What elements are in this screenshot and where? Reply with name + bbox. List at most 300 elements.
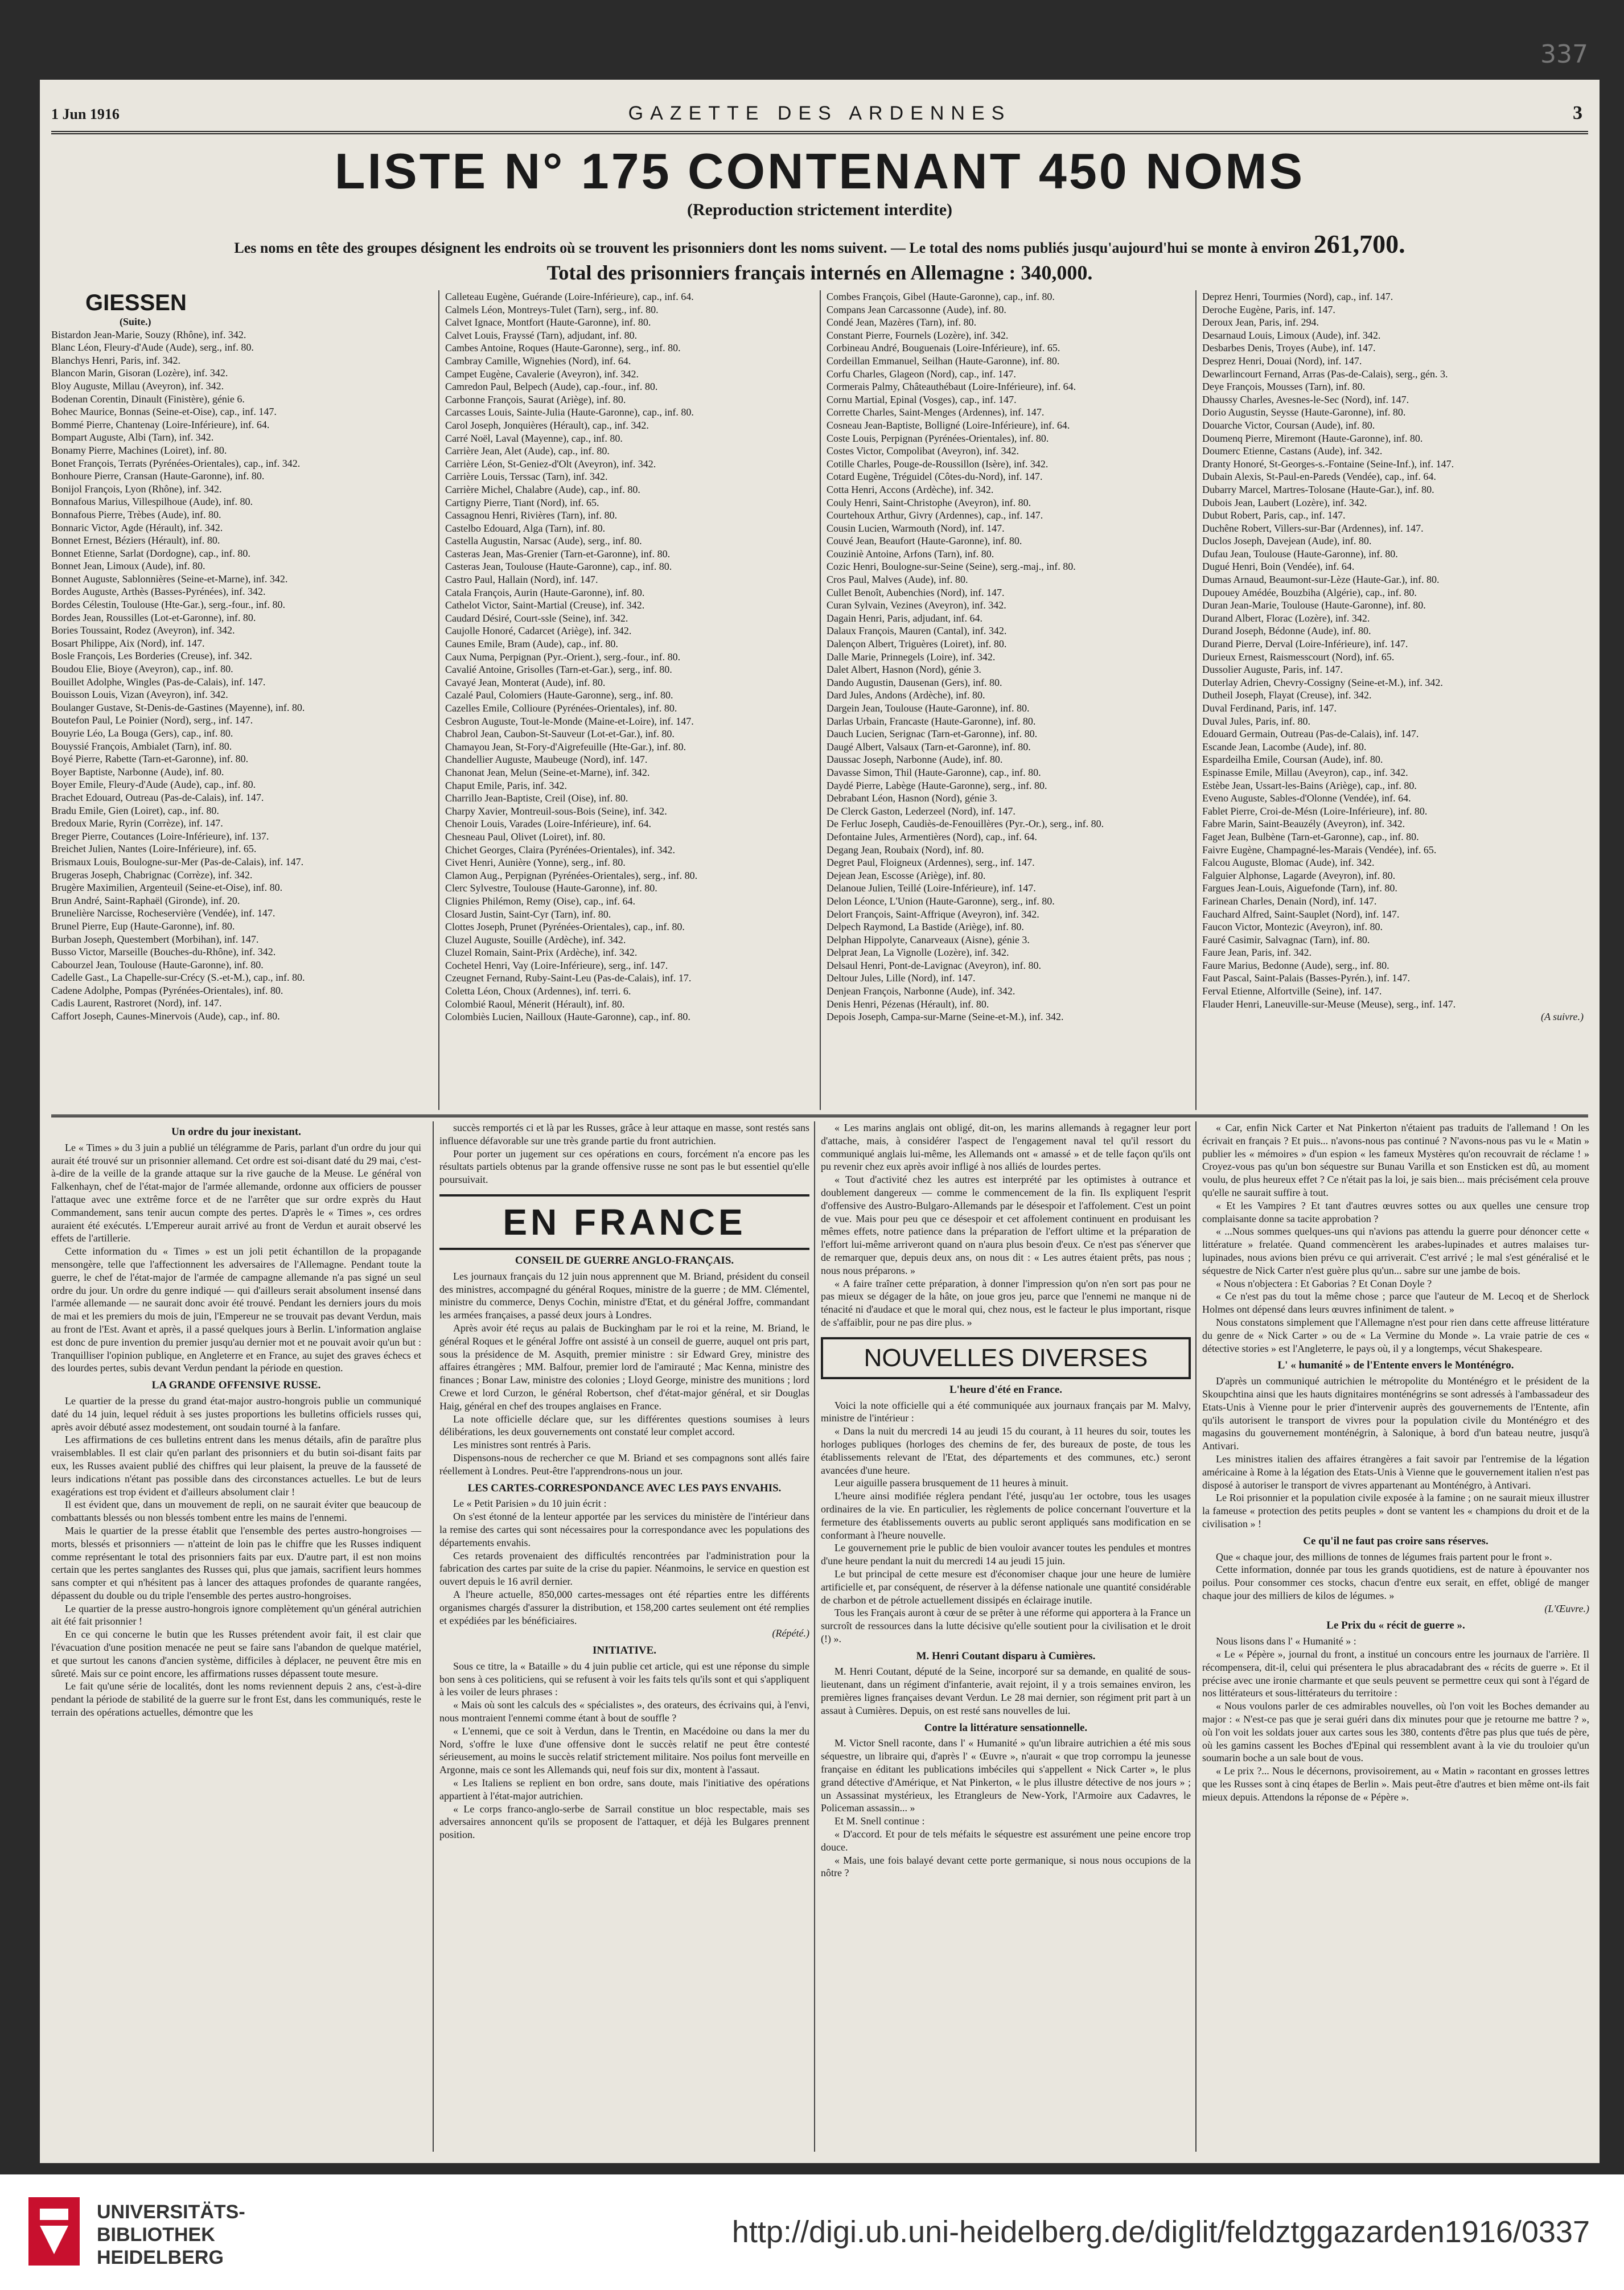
prisoner-entry: Cluzel Romain, Saint-Prix (Ardèche), inf. 342. bbox=[445, 947, 638, 959]
article-paragraph: succès remportés ci et là par les Russes, grâce à leur attaque en masse, sont restés sans influence défavorable sur une très grande partie du front autrichien. bbox=[439, 1122, 809, 1146]
prisoner-entry: Calvet Ignace, Montfort (Haute-Garonne), inf. 80. bbox=[445, 316, 651, 328]
list-rows-4 bbox=[1202, 290, 1595, 1010]
prisoner-entry: Carrière Louis, Terssac (Tarn), inf. 342. bbox=[445, 471, 608, 483]
prisoner-entry: Depois Joseph, Campa-sur-Marne (Seine-et-M.), inf. 342. bbox=[827, 1011, 1064, 1023]
article-paragraph: Le fait qu'une série de localités, dont les noms reviennent depuis 2 ans, c'est-à-dire pendant la période de stabilité de la guerre sur le front Est, dans les communiqués, reste le terrain des opérations actuelles, démontre que les bbox=[51, 1680, 421, 1718]
article-paragraph: Le Roi prisonnier et la population civile exposée à la famine ; on ne saurait mieux illustrer la fameuse « protection des petits peuples » dont se vantent les « champions du droit et de la civilisation » ! bbox=[1202, 1492, 1589, 1530]
page-number: 3 bbox=[1573, 102, 1582, 124]
prisoner-entry: De Clerck Gaston, Lederzeel (Nord), inf. 147. bbox=[827, 805, 1015, 817]
prisoner-entry: Bloy Auguste, Millau (Aveyron), inf. 342. bbox=[51, 380, 224, 392]
article-heading: L'heure d'été en France. bbox=[949, 1383, 1063, 1396]
prisoner-entry: Corbineau André, Bouguenais (Loire-Inférieure), inf. 65. bbox=[827, 342, 1060, 354]
notice-text: Les noms en tête des groupes désignent les endroits où se trouvent les prisonniers dont les noms suivent. — Le total des noms publiés jusqu'aujourd'hui se monte à environ bbox=[234, 240, 1310, 256]
prisoner-entry: Dalle Marie, Prinnegels (Loire), inf. 342. bbox=[827, 651, 996, 663]
prisoner-entry: Chabrol Jean, Caubon-St-Sauveur (Lot-et-Gar.), inf. 80. bbox=[445, 728, 675, 740]
prisoner-entry: Castelbo Edouard, Alga (Tarn), inf. 80. bbox=[445, 522, 606, 534]
prisoner-entry: Fargues Jean-Louis, Aiguefonde (Tarn), inf. 80. bbox=[1202, 882, 1397, 894]
article-signature: (Répété.) bbox=[772, 1627, 809, 1639]
prisoner-entry: Carcasses Louis, Sainte-Julia (Haute-Garonne), cap., inf. 80. bbox=[445, 406, 694, 418]
prisoner-entry: Clottes Joseph, Prunet (Pyrénées-Orientales), cap., inf. 80. bbox=[445, 921, 685, 933]
prisoner-lists bbox=[51, 290, 1588, 1110]
article-paragraph: Le « Times » du 3 juin a publié un télégramme de Paris, parlant d'un ordre du jour qui aurait été trouvé sur un prisonnier allemand. Cet ordre est soi-disant daté du 29 mai, c'est-à-dire de la veille de la grande attaque sur la rive gauche de la Meuse. Le général von Falkenhayn, chef de l'état-major de l'armée allemande, ordonne aux officiers de pousser l'attaque avec une extrême force et de ne l'arrêter que sur ordre exprès du Haut Commandement, sans tenir aucun compte des pertes. D'après le « Times », ces ordres auraient été exécutés. L'Empereur aurait arrivé au front de Verdun et aurait observé les effets de l'artillerie. bbox=[51, 1141, 421, 1244]
prisoner-entry: Casteras Jean, Toulouse (Haute-Garonne), cap., inf. 80. bbox=[445, 561, 672, 573]
prisoner-entry: Dubarry Marcel, Martres-Tolosane (Haute-Gar.), inf. 80. bbox=[1202, 483, 1434, 495]
prisoner-entry: Brismaux Louis, Boulogne-sur-Mer (Pas-de-Calais), inf. 147. bbox=[51, 856, 304, 868]
prisoner-entry: Cozic Henri, Boulogne-sur-Seine (Seine), serg.-maj., inf. 80. bbox=[827, 561, 1076, 573]
prisoner-entry: Delanoue Julien, Teillé (Loire-Inférieure), inf. 147. bbox=[827, 882, 1036, 894]
masthead bbox=[51, 102, 1588, 134]
prisoner-entry: Bonijol François, Lyon (Rhône), inf. 342. bbox=[51, 483, 222, 495]
article-body bbox=[821, 1121, 1191, 1329]
prisoner-entry: Bonamy Pierre, Machines (Loiret), inf. 80. bbox=[51, 444, 227, 456]
prisoner-entry: Falguier Alphonse, Lagarde (Aveyron), inf. 80. bbox=[1202, 869, 1396, 881]
prisoner-entry: Charpy Xavier, Montreuil-sous-Bois (Seine), inf. 342. bbox=[445, 805, 667, 817]
article-body bbox=[821, 1665, 1191, 1717]
list-column-3 bbox=[820, 290, 1191, 1110]
article-paragraph: « Tout d'activité chez les autres est interprété par les optimistes à outrance et doublement dangereux — comme le commencement de la fin. Ils expliquent l'esprit d'offensive des Austro-Bulgaro-Allemands par le désespoir et l'affolement. C'est un point de vue. Mais pour peu que ce désespoir et cet affolement continuent en produisant les mêmes effets, notre patience dans la préparation de l'effort ultime et la préparation de l'effort lui-même arriveront quand on n'aura plus besoin d'eux. Ce n'est pas s'énerver que de remarquer que, depuis deux ans, on nous dit : « Les autres étaient prêts, pas nous ; nous nous préparons. » bbox=[821, 1174, 1191, 1276]
prisoner-entry: Cullet Benoît, Aubenchies (Nord), inf. 147. bbox=[827, 586, 1005, 598]
prisoner-entry: Camredon Paul, Belpech (Aude), cap.-four., inf. 80. bbox=[445, 381, 658, 393]
prisoner-entry: Denis Henri, Pézenas (Hérault), inf. 80. bbox=[827, 998, 989, 1010]
prisoner-entry: Cotta Henri, Accons (Ardèche), inf. 342. bbox=[827, 483, 994, 495]
prisoner-entry: Edouard Germain, Outreau (Pas-de-Calais), inf. 147. bbox=[1202, 728, 1419, 740]
article-paragraph: « Ce n'est pas du tout la même chose ; parce que l'auteur de M. Lecoq et de Sherlock Holmes ont dépensé dans leurs œuvres infiniment de talent. » bbox=[1202, 1290, 1589, 1315]
prisoner-entry: Cochetel Henri, Vay (Loire-Inférieure), serg., inf. 147. bbox=[445, 959, 668, 971]
article-column-1 bbox=[51, 1121, 421, 2152]
prisoner-entry: Dubut Robert, Paris, cap., inf. 147. bbox=[1202, 509, 1346, 521]
prisoner-entry: Blanchys Henri, Paris, inf. 342. bbox=[51, 354, 180, 366]
prisoner-entry: Doumerc Etienne, Castans (Aude), inf. 342. bbox=[1202, 445, 1383, 457]
article-paragraph: « Les Italiens se replient en bon ordre, sans doute, mais l'initiative des opérations appartient à l'état-major autrichien. bbox=[439, 1777, 809, 1802]
article-paragraph: Mais le quartier de la presse établit que l'ensemble des pertes austro-hongroises — morts, blessés et prisonniers — n'atteint de loin pas le chiffre que les Russes indiquent comme représentant le total des prisonniers faits par eux. D'autre part, il est non moins certain que les pertes sanglantes des Russes qui, plus que jamais, sacrifient leurs hommes sans compter et qui n'hésitent pas à lancer des attaques profondes de quarante rangées, dépassent du double ou du triple l'ensemble des pertes austro-hongroises. bbox=[51, 1524, 421, 1601]
prisoner-entry: Caudard Désiré, Court-ssle (Seine), inf. 342. bbox=[445, 612, 628, 624]
article-paragraph: Sous ce titre, la « Bataille » du 4 juin publie cet article, qui est une réponse du simple bon sens à ces politiciens, qui se refusent à voir les faits tels qu'ils sont et qui s'appliquent à les voiler de leurs phrases : bbox=[439, 1660, 809, 1698]
prisoner-entry: Duclos Joseph, Davejean (Aude), inf. 80. bbox=[1202, 535, 1372, 547]
article-body bbox=[1202, 1375, 1589, 1531]
article-body bbox=[51, 1395, 421, 1719]
prisoner-entry: Cotille Charles, Pouge-de-Roussillon (Isère), inf. 342. bbox=[827, 458, 1049, 470]
prisoner-entry: Cavayé Jean, Monterat (Aude), inf. 80. bbox=[445, 676, 606, 688]
prisoner-entry: Duterlay Adrien, Chevry-Cossigny (Seine-et-M.), inf. 342. bbox=[1202, 676, 1443, 688]
prisoner-entry: Closard Justin, Saint-Cyr (Tarn), inf. 80. bbox=[445, 908, 611, 920]
prisoner-entry: Carrière Jean, Alet (Aude), cap., inf. 80. bbox=[445, 445, 610, 457]
prisoner-entry: Dugué Henri, Boin (Vendée), inf. 64. bbox=[1202, 561, 1355, 573]
article-paragraph: Que « chaque jour, des millions de tonnes de légumes frais partent pour le front ». bbox=[1216, 1551, 1552, 1563]
prisoner-entry: Faure Marius, Bedonne (Aude), serg., inf. 80. bbox=[1202, 959, 1389, 971]
prisoner-entry: Boyé Pierre, Rabette (Tarn-et-Garonne), inf. 80. bbox=[51, 753, 249, 765]
prisoner-entry: Calleteau Eugène, Guérande (Loire-Inférieure), cap., inf. 64. bbox=[445, 291, 694, 302]
prisoner-entry: Desarnaud Louis, Limoux (Aude), inf. 342. bbox=[1202, 329, 1381, 341]
prisoner-entry: Bradu Emile, Gien (Loiret), cap., inf. 80. bbox=[51, 804, 219, 816]
list-rows-1 bbox=[51, 328, 427, 1023]
article-paragraph: Cette information du « Times » est un joli petit échantillon de la propagande mensongère, telle que l'affectionnent les adversaires de l'Allemagne. Pendant toute la guerre, le chef de l'état-major de l'armée de campagne allemande n'a pas signé un seul ordre du jour. Un ordre du genre indiqué — qui d'ailleurs serait absolument insensé dans l'armée allemande — ne saurait donc avoir été trouvé. Pendant les derniers jours du mois de mai et les premiers du mois de juin, l'Empereur ne se trouvait pas devant Verdun, mais au front de l'Est. Avant et après, il a passé quelques jours à Berlin. L'information anglaise est donc de pure invention du premier jusqu'au dernier mot et ne pouvait avoir qu'un but : Tranquilliser l'opinion publique, en Angleterre et en France, au sujet des graves échecs et des lourdes pertes, subis devant Verdun pendant la période en question. bbox=[51, 1245, 421, 1374]
prisoner-entry: Duval Jules, Paris, inf. 80. bbox=[1202, 715, 1310, 727]
suite-label: (Suite.) bbox=[120, 316, 151, 327]
prisoner-entry: Colombié Raoul, Ménerit (Hérault), inf. 80. bbox=[445, 998, 625, 1010]
article-column-3 bbox=[814, 1121, 1191, 2152]
article-paragraph: Les affirmations de ces bulletins entrent dans les menus détails, afin de paraître plus vraisemblables. Il est clair qu'en parlant des prisonniers et du butin soi-disant faits par eux, les Russes avaient publié des chiffres qui leur plaisent, la preuve de la fausseté de leurs indications n'étant pas possible dans des circonstances actuelles. Le but de leurs exagérations est trop évident et d'ailleurs absolument clair ! bbox=[51, 1434, 421, 1498]
prisoner-entry: Dargein Jean, Toulouse (Haute-Garonne), inf. 80. bbox=[827, 702, 1030, 714]
prisoner-entry: Cros Paul, Malves (Aude), inf. 80. bbox=[827, 574, 968, 586]
prisoner-entry: Durieux Ernest, Raismesscourt (Nord), inf. 65. bbox=[1202, 651, 1395, 663]
prisoner-entry: Doumenq Pierre, Miremont (Haute-Garonne), inf. 80. bbox=[1202, 432, 1423, 444]
prisoner-entry: Estèbe Jean, Ussart-les-Bains (Ariège), cap., inf. 80. bbox=[1202, 779, 1417, 791]
article-paragraph: Dispensons-nous de rechercher ce que M. Briand et ses compagnons sont allés faire réellement à Londres. Peut-être l'apprendrons-nous un jour. bbox=[439, 1452, 809, 1477]
list-rows-2 bbox=[445, 290, 815, 1023]
prisoner-entry: Fauchard Alfred, Saint-Sauplet (Nord), inf. 147. bbox=[1202, 908, 1400, 920]
article-paragraph: Le but principal de cette mesure est d'économiser chaque jour une heure de lumière artificielle et, par conséquent, de réserver à la défense nationale une quantité considérable de charbon et de pétrole actuellement dissipés en éclairage inutile. bbox=[821, 1568, 1191, 1606]
prisoner-entry: Cassagnou Henri, Rivières (Tarn), inf. 80. bbox=[445, 509, 618, 521]
article-paragraph: « Les marins anglais ont obligé, dit-on, les marins allemands à regagner leur port d'attache, mais, à considérer l'aspect de l'engagement naval tel qu'il ressort du communiqué anglais lui-même, les Allemands ont « amassé » et de telle façon qu'ils ont pu revenir chez eux après avoir infligé à nos alliés de lourdes pertes. bbox=[821, 1122, 1191, 1173]
prisoner-entry: Burban Joseph, Questembert (Morbihan), inf. 147. bbox=[51, 933, 259, 945]
prisoner-entry: Constant Pierre, Fournels (Lozère), inf. 342. bbox=[827, 329, 1009, 341]
prisoner-entry: Faut Pascal, Saint-Palais (Basses-Pyrén.), inf. 147. bbox=[1202, 972, 1410, 984]
prisoner-entry: Delpech Raymond, La Bastide (Ariège), inf. 80. bbox=[827, 921, 1024, 933]
prisoner-entry: Corrette Charles, Saint-Menges (Ardennes), inf. 147. bbox=[827, 406, 1045, 418]
prisoner-entry: Cavalié Antoine, Grisolles (Tarn-et-Gar.), serg., inf. 80. bbox=[445, 664, 672, 676]
issue-date: 1 Jun 1916 bbox=[51, 106, 120, 122]
article-paragraph: Tous les Français auront à cœur de se prêter à une réforme qui apportera à la France un surcroît de ressources dans la lutte décisive qu'elle soutient pour la civilisation et le droit (!) ». bbox=[821, 1607, 1191, 1644]
article-paragraph: « Le « Pépère », journal du front, a institué un concours entre les journaux de l'arrière. Il récompensera, dit-il, celui qui présentera le plus abracadabrant des « récits de guerre ». Et il précise avec une ironie charmante et que seuls peuvent se permettre ceux qui sont à l'égard de nos littérateurs et sous-littérateurs du territoire : bbox=[1202, 1648, 1589, 1699]
prisoner-entry: Degret Paul, Floigneux (Ardennes), serg., inf. 147. bbox=[827, 857, 1035, 869]
prisoner-entry: Daugé Albert, Valsaux (Tarn-et-Garonne), inf. 80. bbox=[827, 741, 1031, 753]
prisoner-entry: Dhaussy Charles, Avesnes-le-Sec (Nord), inf. 147. bbox=[1202, 393, 1409, 405]
prisoner-entry: Bommé Pierre, Chantenay (Loire-Inférieure), inf. 64. bbox=[51, 418, 270, 430]
prisoner-entry: Dando Augustin, Dausenan (Gers), inf. 80. bbox=[827, 676, 1002, 688]
prisoner-entry: Dumas Arnaud, Beaumont-sur-Lèze (Haute-Gar.), inf. 80. bbox=[1202, 574, 1440, 586]
article-body bbox=[821, 1737, 1191, 1880]
prisoner-entry: Durand Albert, Florac (Lozère), inf. 342. bbox=[1202, 612, 1370, 624]
article-paragraph: Les ministres italien des affaires étrangères a fait savoir par l'entremise de la légation américaine à Rome à la légation des Etats-Unis à Vienne que le gouvernement italien n'est pas disposé à autoriser le transport de vivres appartenant au Monténégro, à Antivari. bbox=[1202, 1453, 1589, 1491]
university-line: BIBLIOTHEK bbox=[97, 2224, 215, 2246]
prisoner-entry: Bompart Auguste, Albi (Tarn), inf. 342. bbox=[51, 431, 214, 443]
prisoner-entry: Chenoir Louis, Varades (Loire-Inférieure), inf. 64. bbox=[445, 818, 652, 830]
prisoner-entry: Durand Joseph, Bédonne (Aude), inf. 80. bbox=[1202, 625, 1371, 637]
prisoner-entry: Couziniè Antoine, Arfons (Tarn), inf. 80. bbox=[827, 548, 994, 560]
prisoner-entry: Condé Jean, Mazères (Tarn), inf. 80. bbox=[827, 316, 977, 328]
article-paragraph: « Nous voulons parler de ces admirables nouvelles, où l'on voit les Boches demander au major : « N'est-ce pas que je serai guéri dans dix minutes pour que je retourne me battre ? », où l'on voit les soldats jouer aux cartes sous les 380, contents d'être pas plus que tués de père, où les gamins cassent les Boches d'Epinal qui ressemblent avant à la vie du trouloier qu'un soumarin boche a un sale bout de vous. bbox=[1202, 1700, 1589, 1764]
prisoner-entry: Daussac Joseph, Narbonne (Aude), inf. 80. bbox=[827, 754, 1003, 766]
prisoner-entry: Bosle François, Les Borderies (Creuse), inf. 342. bbox=[51, 650, 252, 662]
article-paragraph: M. Victor Snell raconte, dans l' « Humanité » qu'un libraire autrichien a été mis sous séquestre, un libraire qui, d'après l' « Œuvre », n'aurait « que trop corrompu la jeunesse française en éditant les publications imbéciles qui s'appellent « Nick Carter », le plus grand détective d'Amérique, et Nat Pinkerton, « le plus illustre détective de nos jours » ; un Assassinat mystérieux, les Etrangleurs de New-York, l'Armoire aux Cadavres, le Policeman assassin... » bbox=[821, 1737, 1191, 1814]
prisoner-entry: Cadelle Gast., La Chapelle-sur-Crécy (S.-et-M.), cap., inf. 80. bbox=[51, 972, 305, 984]
article-signature: (L'Œuvre.) bbox=[1544, 1602, 1589, 1614]
prisoner-entry: Coletta Léon, Choux (Ardennes), inf. terri. 6. bbox=[445, 985, 631, 997]
prisoner-entry: Bonnet Ernest, Béziers (Hérault), inf. 80. bbox=[51, 535, 220, 546]
article-heading: Ce qu'il ne faut pas croire sans réserves. bbox=[1303, 1535, 1489, 1547]
prisoner-entry: Bonnet Etienne, Sarlat (Dordogne), cap., inf. 80. bbox=[51, 547, 250, 559]
prisoner-entry: Caujolle Honoré, Cadarcet (Ariège), inf. 342. bbox=[445, 625, 632, 637]
article-paragraph: Les journaux français du 12 juin nous apprennent que M. Briand, président du conseil des ministres, accompagné du général Roques, ministre de la guerre ; de MM. Clémentel, ministre du commerce, Denys Cochin, ministre d'Etat, et du général Joffre, commandant les armées françaises, a passé deux jours à Londres. bbox=[439, 1270, 809, 1321]
article-paragraph: « ...Nous sommes quelques-uns qui n'avions pas attendu la guerre pour dénoncer cette « littérature » frelatée. Quand commencèrent les arabes-lupinades et autres malaises tur-lupinades, nous avions bien prévu ce qui arriverait. C'est arrivé ; le mal s'est généralisé et le séquestre de Nick Carter n'est guère plus qu'un... sabre sur une jambe de bois. bbox=[1202, 1226, 1589, 1276]
article-heading: LA GRANDE OFFENSIVE RUSSE. bbox=[151, 1379, 321, 1392]
prisoner-entry: Bistardon Jean-Marie, Souzy (Rhône), inf. 342. bbox=[51, 328, 246, 340]
article-paragraph: « Le prix ?... Nous le décernons, provisoirement, au « Matin » racontant en grosses lettres que les Russes sont à cinq étapes de Berlin ». Mais peut-être d'autres et bien même ont-ils fait mieux depuis. Attendons la réponse de « Pépère ». bbox=[1202, 1765, 1589, 1803]
prisoner-entry: Dauch Lucien, Serignac (Tarn-et-Garonne), inf. 80. bbox=[827, 728, 1038, 740]
prisoner-entry: Cadene Adolphe, Pompas (Pyrénées-Orientales), inf. 80. bbox=[51, 984, 283, 996]
prisoner-entry: Espardeilha Emile, Coursan (Aude), inf. 80. bbox=[1202, 754, 1383, 766]
list-column-1 bbox=[51, 290, 427, 1110]
prisoner-entry: Cadis Laurent, Rastroret (Nord), inf. 147. bbox=[51, 997, 222, 1009]
prisoner-entry: Faure Jean, Paris, inf. 342. bbox=[1202, 947, 1311, 959]
prisoner-entry: Faivre Eugène, Champagné-les-Marais (Vendée), inf. 65. bbox=[1202, 844, 1437, 856]
article-paragraph: Les ministres sont rentrés à Paris. bbox=[453, 1439, 591, 1451]
prisoner-entry: Brunelière Narcisse, Rocheservière (Vendée), inf. 147. bbox=[51, 907, 276, 919]
prisoner-entry: Boyer Emile, Fleury-d'Aude (Aude), cap., inf. 80. bbox=[51, 779, 256, 791]
prisoner-entry: Dubois Jean, Laubert (Lozère), inf. 342. bbox=[1202, 496, 1367, 508]
prisoner-entry: Combes François, Gibel (Haute-Garonne), cap., inf. 80. bbox=[827, 291, 1055, 302]
article-heading: Le Prix du « récit de guerre ». bbox=[1326, 1619, 1465, 1632]
article-column-4 bbox=[1195, 1121, 1589, 2152]
prisoner-entry: Dorio Augustin, Seysse (Haute-Garonne), inf. 80. bbox=[1202, 406, 1406, 418]
prisoner-entry: Catala François, Aurin (Haute-Garonne), inf. 80. bbox=[445, 586, 645, 598]
prisoner-entry: Carrière Michel, Chalabre (Aude), cap., inf. 80. bbox=[445, 483, 640, 495]
camp-name: GIESSEN bbox=[85, 290, 187, 315]
prisoner-entry: Bordes Célestin, Toulouse (Hte-Gar.), serg.-four., inf. 80. bbox=[51, 599, 286, 611]
article-body bbox=[439, 1660, 809, 1841]
prisoner-entry: Deltour Jules, Lille (Nord), inf. 147. bbox=[827, 972, 976, 984]
prisoner-entry: Curan Sylvain, Vezines (Aveyron), inf. 342. bbox=[827, 599, 1006, 611]
article-paragraph: « D'accord. Et pour de tels méfaits le séquestre est assurément une peine encore trop douce. bbox=[821, 1828, 1191, 1853]
a-suivre: (A suivre.) bbox=[1541, 1011, 1584, 1023]
prisoner-entry: Carré Noël, Laval (Mayenne), cap., inf. 80. bbox=[445, 432, 623, 444]
prisoner-entry: Boulanger Gustave, St-Denis-de-Gastines (Mayenne), inf. 80. bbox=[51, 701, 305, 713]
prisoner-entry: Cartigny Pierre, Tiant (Nord), inf. 65. bbox=[445, 496, 599, 508]
nouvelles-diverses-banner: NOUVELLES DIVERSES bbox=[821, 1337, 1191, 1379]
prisoner-entry: Durand Pierre, Derval (Loire-Inférieure), inf. 147. bbox=[1202, 638, 1408, 650]
prisoner-entry: Caffort Joseph, Caunes-Minervois (Aude), cap., inf. 80. bbox=[51, 1010, 280, 1022]
prisoner-entry: Delon Léonce, L'Union (Haute-Garonne), serg., inf. 80. bbox=[827, 895, 1055, 907]
prisoner-entry: Chichet Georges, Claira (Pyrénées-Orientales), inf. 342. bbox=[445, 844, 676, 856]
prisoner-entry: Coste Louis, Perpignan (Pyrénées-Orientales), inf. 80. bbox=[827, 432, 1049, 444]
prisoner-entry: Deroux Jean, Paris, inf. 294. bbox=[1202, 316, 1319, 328]
prisoner-entry: Bosart Philippe, Aix (Nord), inf. 147. bbox=[51, 637, 205, 649]
article-body bbox=[1202, 1635, 1589, 1803]
prisoner-entry: Cordeillan Emmanuel, Seilhan (Haute-Garonne), inf. 80. bbox=[827, 355, 1060, 367]
prisoner-entry: Debrabant Léon, Hasnon (Nord), génie 3. bbox=[827, 792, 997, 804]
prisoner-entry: Darlas Urbain, Francaste (Haute-Garonne), inf. 80. bbox=[827, 715, 1036, 727]
prisoner-entry: Delsaul Henri, Pont-de-Lavignac (Aveyron), inf. 80. bbox=[827, 959, 1042, 971]
prisoner-entry: Boyer Baptiste, Narbonne (Aude), inf. 80. bbox=[51, 766, 224, 778]
prisoner-entry: Chaput Emile, Paris, inf. 342. bbox=[445, 779, 567, 791]
prisoner-entry: Breger Pierre, Coutances (Loire-Inférieure), inf. 137. bbox=[51, 830, 269, 842]
newspaper-page bbox=[40, 40, 1600, 2163]
prisoner-entry: Chesneau Paul, Olivet (Loiret), inf. 80. bbox=[445, 831, 606, 842]
prisoner-entry: Blanc Léon, Fleury-d'Aude (Aude), serg., inf. 80. bbox=[51, 342, 254, 353]
prisoner-entry: Bonnaric Victor, Agde (Hérault), inf. 342. bbox=[51, 521, 223, 533]
prisoner-entry: Bonnafous Pierre, Trèbes (Aude), inf. 80. bbox=[51, 508, 221, 520]
prisoner-entry: Bonnet Jean, Limoux (Aude), inf. 80. bbox=[51, 560, 205, 572]
prisoner-entry: Bonnafous Marius, Villespilhoue (Aude), inf. 80. bbox=[51, 496, 253, 508]
article-heading: Contre la littérature sensationnelle. bbox=[924, 1721, 1088, 1734]
prisoner-entry: Fablet Pierre, Croi-de-Mésn (Loire-Inférieure), inf. 80. bbox=[1202, 805, 1428, 817]
prisoner-entry: Dussolier Auguste, Paris, inf. 147. bbox=[1202, 664, 1343, 676]
article-heading: M. Henri Coutant disparu à Cumières. bbox=[916, 1650, 1096, 1662]
prisoner-entry: Dalaux François, Mauren (Cantal), inf. 342. bbox=[827, 625, 1007, 637]
prisoner-entry: Daydé Pierre, Labège (Haute-Garonne), serg., inf. 80. bbox=[827, 779, 1047, 791]
prisoner-entry: Dubain Alexis, St-Paul-en-Pareds (Vendée), cap., inf. 64. bbox=[1202, 471, 1436, 483]
prisoner-entry: Denjean François, Narbonne (Aude), inf. 342. bbox=[827, 985, 1015, 997]
prisoner-entry: Bonet François, Terrats (Pyrénées-Orientales), cap., inf. 342. bbox=[51, 457, 301, 469]
article-body bbox=[51, 1141, 421, 1375]
pencil-page-number: 337 bbox=[1540, 40, 1588, 69]
prisoner-entry: Cotard Eugène, Tréguidel (Côtes-du-Nord), inf. 147. bbox=[827, 471, 1043, 483]
prisoner-entry: Castro Paul, Hallain (Nord), inf. 147. bbox=[445, 574, 598, 586]
article-paragraph: Le gouvernement prie le public de bien vouloir avancer toutes les pendules et montres d'une heure pendant la nuit du mercredi 14 au jeudi 15 juin. bbox=[821, 1542, 1191, 1567]
prisoner-entry: Flauder Henri, Laneuville-sur-Meuse (Meuse), serg., inf. 147. bbox=[1202, 998, 1456, 1010]
prisoner-entry: Cornu Martial, Epinal (Vosges), cap., inf. 147. bbox=[827, 393, 1017, 405]
prisoner-entry: Duran Jean-Marie, Toulouse (Haute-Garonne), inf. 80. bbox=[1202, 599, 1426, 611]
article-body bbox=[1202, 1121, 1589, 1355]
prisoner-entry: Blancon Marin, Gisoran (Lozère), inf. 342. bbox=[51, 367, 228, 379]
article-paragraph: « Mais, une fois balayé devant cette porte germanique, si nous nous occupions de la nôtre ? bbox=[821, 1854, 1191, 1879]
source-url-link[interactable]: http://digi.ub.uni-heidelberg.de/diglit/feldztggazarden1916/0337 bbox=[731, 2215, 1590, 2249]
article-paragraph: « A faire traîner cette préparation, à donner l'impression qu'on n'en sort pas pour ne pas mieux se dégager de la hâte, on joue gros jeu, parce que l'ennemi ne manque ni de ténacité ni d'audace et que le moral qui, chez nous, est le facteur le plus important, risque de s'affaiblir, pour ne pas dire plus. » bbox=[821, 1277, 1191, 1328]
prisoner-entry: Charrillo Jean-Baptiste, Creil (Oise), inf. 80. bbox=[445, 792, 628, 804]
article-paragraph: On s'est étonné de la lenteur apportée par les services du ministère de l'intérieur dans la remise des cartes qui sont nécessaires pour la correspondance avec les populations des départements envahis. bbox=[439, 1511, 809, 1548]
prisoner-entry: Bordes Jean, Roussilles (Lot-et-Garonne), inf. 80. bbox=[51, 611, 256, 623]
prisoner-entry: Colombiès Lucien, Nailloux (Haute-Garonne), cap., inf. 80. bbox=[445, 1011, 690, 1023]
university-line: UNIVERSITÄTS- bbox=[97, 2201, 245, 2223]
prisoner-entry: Courtehoux Arthur, Givry (Ardennes), cap., inf. 147. bbox=[827, 509, 1043, 521]
list-column-2 bbox=[438, 290, 815, 1110]
prisoner-entry: Bonhoure Pierre, Cransan (Haute-Garonne), inf. 80. bbox=[51, 470, 265, 482]
prisoner-entry: Deprez Henri, Tourmies (Nord), cap., inf. 147. bbox=[1202, 291, 1393, 302]
prisoner-entry: Clerc Sylvestre, Toulouse (Haute-Garonne), inf. 80. bbox=[445, 882, 657, 894]
prisoner-entry: Brun André, Saint-Raphaël (Gironde), inf. 20. bbox=[51, 894, 240, 906]
prisoner-entry: Bodenan Corentin, Dinault (Finistère), génie 6. bbox=[51, 393, 245, 405]
prisoner-entry: Dalet Albert, Hasnon (Nord), génie 3. bbox=[827, 664, 981, 676]
article-paragraph: Nous lisons dans l' « Humanité » : bbox=[1216, 1635, 1356, 1647]
article-heading: CONSEIL DE GUERRE ANGLO-FRANÇAIS. bbox=[515, 1254, 734, 1267]
article-body bbox=[439, 1270, 809, 1478]
article-heading: INITIATIVE. bbox=[592, 1644, 657, 1657]
article-paragraph: Voici la note officielle qui a été communiquée aux journaux français par M. Malvy, ministre de l'intérieur : bbox=[821, 1399, 1191, 1424]
article-paragraph: « Et les Vampires ? Et tant d'autres œuvres sottes ou aux quelles une censure trop complaisante donne sa tacite approbation ? bbox=[1202, 1199, 1589, 1224]
article-paragraph: En ce qui concerne le butin que les Russes prétendent avoir fait, il est clair que l'évacuation d'une position menacée ne peut se faire sans l'abandon de quelque matériel, et que surtout les canons d'ancien système, difficiles à déplacer, ne peuvent être mis en sûreté. Mais sur ce point encore, les affirmations russes dépassent toute mesure. bbox=[51, 1629, 421, 1679]
university-name bbox=[97, 2201, 245, 2269]
prisoner-entry: Dutheil Joseph, Flayat (Creuse), inf. 342. bbox=[1202, 689, 1372, 701]
prisoner-entry: Bordes Auguste, Arthès (Basses-Pyrénées), inf. 342. bbox=[51, 586, 266, 598]
prisoner-entry: Davasse Simon, Thil (Haute-Garonne), cap., inf. 80. bbox=[827, 766, 1041, 778]
prisoner-entry: Boudou Elie, Bioye (Aveyron), cap., inf. 80. bbox=[51, 663, 233, 675]
article-paragraph: La note officielle déclare que, sur les différentes questions soumises à leurs délibérations, les deux gouvernements ont constaté leur complet accord. bbox=[439, 1413, 809, 1438]
prisoner-entry: Bouyssié François, Ambialet (Tarn), inf. 80. bbox=[51, 740, 232, 752]
prisoner-entry: Dagain Henri, Paris, adjudant, inf. 64. bbox=[827, 612, 982, 624]
prisoner-entry: Fauré Casimir, Salvagnac (Tarn), inf. 80. bbox=[1202, 934, 1370, 945]
article-paragraph: « L'ennemi, que ce soit à Verdun, dans le Trentin, en Macédoine ou dans la mer du Nord, s'offre le luxe d'une offensive dont le succès relatif ne peut être contesté sérieusement, au moins le succès relatif strictement militaire. Nos poilus font merveille en Argonne, mais ce sont les Allemands qui, neuf fois sur dix, montent à l'assaut. bbox=[439, 1725, 809, 1776]
article-paragraph: Le quartier de la presse du grand état-major austro-hongrois publie un communiqué daté du 14 juin, lequel réduit à ses justes proportions les bulletins officiels russes qui, après avoir débuté assez modestement, ont soudain tourné à la fanfare. bbox=[51, 1395, 421, 1433]
prisoner-entry: Couly Henri, Saint-Christophe (Aveyron), inf. 80. bbox=[827, 496, 1031, 508]
prisoner-entry: Dalençon Albert, Triguères (Loiret), inf. 80. bbox=[827, 638, 1007, 650]
prisoner-entry: Calmels Léon, Montreys-Tulet (Tarn), serg., inf. 80. bbox=[445, 303, 659, 315]
article-paragraph: « Nous n'objectera : Et Gaborias ? Et Conan Doyle ? bbox=[1216, 1277, 1432, 1289]
article-column-2 bbox=[433, 1121, 809, 2152]
article-paragraph: Pour porter un jugement sur ces opérations en cours, forcément n'a encore pas les résultats partiels obtenus par la grande offensive russe ne sont pas le but essentiel qu'elle poursuivait. bbox=[439, 1148, 809, 1186]
prisoner-entry: Carrière Léon, St-Geniez-d'Olt (Aveyron), inf. 342. bbox=[445, 458, 656, 470]
prisoner-entry: Brugeras Joseph, Chabrignac (Corrèze), inf. 342. bbox=[51, 869, 253, 881]
list-subtitle: (Reproduction strictement interdite) bbox=[687, 200, 952, 219]
prisoner-entry: Cambray Camille, Wignehies (Nord), inf. 64. bbox=[445, 355, 631, 367]
article-paragraph: « Le corps franco-anglo-serbe de Sarrail constitue un bloc respectable, mais ses adversaires annoncent qu'ils se proposent de l'attaquer, et déjà les Bulgares prennent position. bbox=[439, 1803, 809, 1841]
prisoner-entry: Cluzel Auguste, Souille (Ardèche), inf. 342. bbox=[445, 934, 626, 945]
prisoner-entry: Carol Joseph, Jonquières (Hérault), cap., inf. 342. bbox=[445, 419, 649, 431]
article-heading: L' « humanité » de l'Entente envers le Monténégro. bbox=[1277, 1359, 1514, 1372]
article-heading: Un ordre du jour inexistant. bbox=[171, 1126, 301, 1138]
prisoner-entry: Duval Ferdinand, Paris, inf. 147. bbox=[1202, 702, 1337, 714]
prisoner-entry: Brunel Pierre, Eup (Haute-Garonne), inf. 80. bbox=[51, 920, 235, 932]
prisoner-entry: Castella Augustin, Narsac (Aude), serg., inf. 80. bbox=[445, 535, 642, 547]
prisoner-entry: Caunes Emile, Bram (Aude), cap., inf. 80. bbox=[445, 638, 618, 650]
prisoner-entry: Cambes Antoine, Roques (Haute-Garonne), serg., inf. 80. bbox=[445, 342, 681, 354]
article-heading: LES CARTES-CORRESPONDANCE AVEC LES PAYS ENVAHIS. bbox=[467, 1482, 782, 1494]
prisoner-entry: Bouillet Adolphe, Wingles (Pas-de-Calais), inf. 147. bbox=[51, 676, 266, 688]
prisoner-entry: Bouyrie Léo, La Bouga (Gers), cap., inf. 80. bbox=[51, 727, 233, 739]
digitization-footer bbox=[0, 2174, 1624, 2290]
prisoner-entry: Duchêne Robert, Villers-sur-Bar (Ardennes), inf. 147. bbox=[1202, 522, 1424, 534]
list-notice bbox=[40, 229, 1600, 259]
article-paragraph: Il est évident que, dans un mouvement de repli, on ne saurait éviter que beaucoup de combattants blessés ou non blessés tombent entre les mains de l'ennemi. bbox=[51, 1499, 421, 1524]
total-line: Total des prisonniers français internés en Allemagne : 340,000. bbox=[546, 261, 1093, 284]
prisoner-entry: Cathelot Victor, Saint-Martial (Creuse), inf. 342. bbox=[445, 599, 645, 611]
article-paragraph: M. Henri Coutant, député de la Seine, incorporé sur sa demande, en qualité de sous-lieutenant, dans un régiment d'infanterie, avait rejoint, il y a trois semaines environ, les premières lignes françaises devant Verdun. Le 28 mai dernier, son régiment prit part à un assaut à Cumières. Depuis, on est resté sans nouvelles de lui. bbox=[821, 1666, 1191, 1716]
article-paragraph: « Dans la nuit du mercredi 14 au jeudi 15 du courant, à 11 heures du soir, toutes les horloges publiques (horloges des chemins de fer, des bureaux de poste, de tous les établissements relevant de l'Etat, des départements et des communes, etc.) seront avancées d'une heure. bbox=[821, 1425, 1191, 1476]
article-body bbox=[821, 1399, 1191, 1646]
prisoner-entry: Delort François, Saint-Affrique (Aveyron), inf. 342. bbox=[827, 908, 1039, 920]
list-title: LISTE N° 175 CONTENANT 450 NOMS bbox=[334, 143, 1305, 199]
article-paragraph: Ces retards provenaient des difficultés rencontrées par l'administration pour la fabrication des cartes par suite de la crise du papier. Néanmoins, le service en question est ouvert depuis le 16 avril dernier. bbox=[439, 1549, 809, 1588]
prisoner-entry: Escande Jean, Lacombe (Aude), inf. 80. bbox=[1202, 741, 1367, 753]
prisoner-entry: Cabourzel Jean, Toulouse (Haute-Garonne), inf. 80. bbox=[51, 959, 264, 971]
paper-name: GAZETTE DES ARDENNES bbox=[628, 102, 1012, 124]
article-paragraph: « Mais où sont les calculs des « spécialistes », des orateurs, des écrivains qui, à l'envi, nous montraient l'ennemi comme étant à bout de souffle ? bbox=[439, 1699, 809, 1724]
prisoner-entry: Dranty Honoré, St-Georges-s.-Fontaine (Seine-Inf.), inf. 147. bbox=[1202, 458, 1454, 470]
notice-total: 261,700. bbox=[1313, 229, 1405, 258]
prisoner-entry: Brachet Edouard, Outreau (Pas-de-Calais), inf. 147. bbox=[51, 791, 264, 803]
en-france-banner: EN FRANCE bbox=[439, 1194, 809, 1250]
prisoner-entry: Deroche Eugène, Paris, inf. 147. bbox=[1202, 303, 1335, 315]
prisoner-entry: Chandellier Auguste, Maubeuge (Nord), inf. 147. bbox=[445, 754, 648, 766]
prisoner-entry: Fabre Marin, Saint-Beauzély (Aveyron), inf. 342. bbox=[1202, 818, 1405, 830]
prisoner-entry: Chamayou Jean, St-Fory-d'Aigrefeuille (Hte-Gar.), inf. 80. bbox=[445, 741, 686, 753]
prisoner-entry: Deye François, Mousses (Tarn), inf. 80. bbox=[1202, 381, 1366, 393]
prisoner-entry: Dufau Jean, Toulouse (Haute-Garonne), inf. 80. bbox=[1202, 548, 1398, 560]
prisoner-entry: Bonnet Auguste, Sablonnières (Seine-et-Marne), inf. 342. bbox=[51, 573, 288, 585]
prisoner-entry: Bohec Maurice, Bonnas (Seine-et-Oise), cap., inf. 147. bbox=[51, 406, 277, 418]
prisoner-entry: Casteras Jean, Mas-Grenier (Tarn-et-Garonne), inf. 80. bbox=[445, 548, 671, 560]
prisoner-entry: Dard Jules, Andons (Ardèche), inf. 80. bbox=[827, 689, 985, 701]
prisoner-entry: De Ferluc Joseph, Caudiès-de-Fenouillères (Pyr.-Or.), serg., inf. 80. bbox=[827, 818, 1104, 830]
prisoner-entry: Delphan Hippolyte, Canarveaux (Aisne), génie 3. bbox=[827, 934, 1030, 945]
prisoner-entry: Carbonne François, Saurat (Ariège), inf. 80. bbox=[445, 393, 626, 405]
article-paragraph: « Car, enfin Nick Carter et Nat Pinkerton n'étaient pas traduits de l'allemand ! On les écrivait en français ? Et puis... n'avons-nous pas continué ? N'avons-nous pas vu le « Matin » publier les « mémoires » d'un espion « les fameux Mystères qu'on recouvrait de réclame ! » Croyez-vous pas qu'un bon séquestre sur Bunau Varilla et son Ensticken est dû, au moment voulu, de plus heureux effet ? Ce n'était pas la loi, je sais bien... mais précisément cela prouve qu'elle ne saurait suffire à tout. bbox=[1202, 1122, 1589, 1198]
prisoner-entry: Cosneau Jean-Baptiste, Bolligné (Loire-Inférieure), inf. 64. bbox=[827, 419, 1070, 431]
article-paragraph: Leur aiguille passera brusquement de 11 heures à minuit. bbox=[834, 1477, 1068, 1489]
prisoner-entry: Corfu Charles, Glageon (Nord), cap., inf. 147. bbox=[827, 368, 1016, 380]
prisoner-entry: Cazalé Paul, Colomiers (Haute-Garonne), serg., inf. 80. bbox=[445, 689, 673, 701]
prisoner-entry: Brugère Maximilien, Argenteuil (Seine-et-Oise), inf. 80. bbox=[51, 882, 283, 894]
prisoner-entry: Degang Jean, Roubaix (Nord), inf. 80. bbox=[827, 844, 984, 856]
prisoner-entry: Civet Henri, Aunière (Yonne), serg., inf. 80. bbox=[445, 857, 626, 869]
list-column-4 bbox=[1195, 290, 1595, 1110]
prisoner-entry: Espinasse Emile, Millau (Aveyron), cap., inf. 342. bbox=[1202, 766, 1408, 778]
prisoner-entry: Cazelles Emile, Collioure (Pyrénées-Orientales), inf. 80. bbox=[445, 702, 677, 714]
prisoner-entry: Dupouey Amédée, Bouzbiha (Algérie), cap., inf. 80. bbox=[1202, 586, 1417, 598]
prisoner-entry: Chanonat Jean, Melun (Seine-et-Marne), inf. 342. bbox=[445, 766, 650, 778]
prisoner-entry: Eveno Auguste, Sables-d'Olonne (Vendée), inf. 64. bbox=[1202, 792, 1411, 804]
prisoner-entry: Caux Numa, Perpignan (Pyr.-Orient.), serg.-four., inf. 80. bbox=[445, 651, 681, 663]
article-paragraph: Nous constatons simplement que l'Allemagne n'est pour rien dans cette affreuse littérature du genre de « Nick Carter » ou de « La Vermine du Monde ». La vraie patrie de ces « détective stories » est l'Angleterre, le pays où, il y a longtemps, vécut Shakespeare. bbox=[1202, 1316, 1589, 1354]
